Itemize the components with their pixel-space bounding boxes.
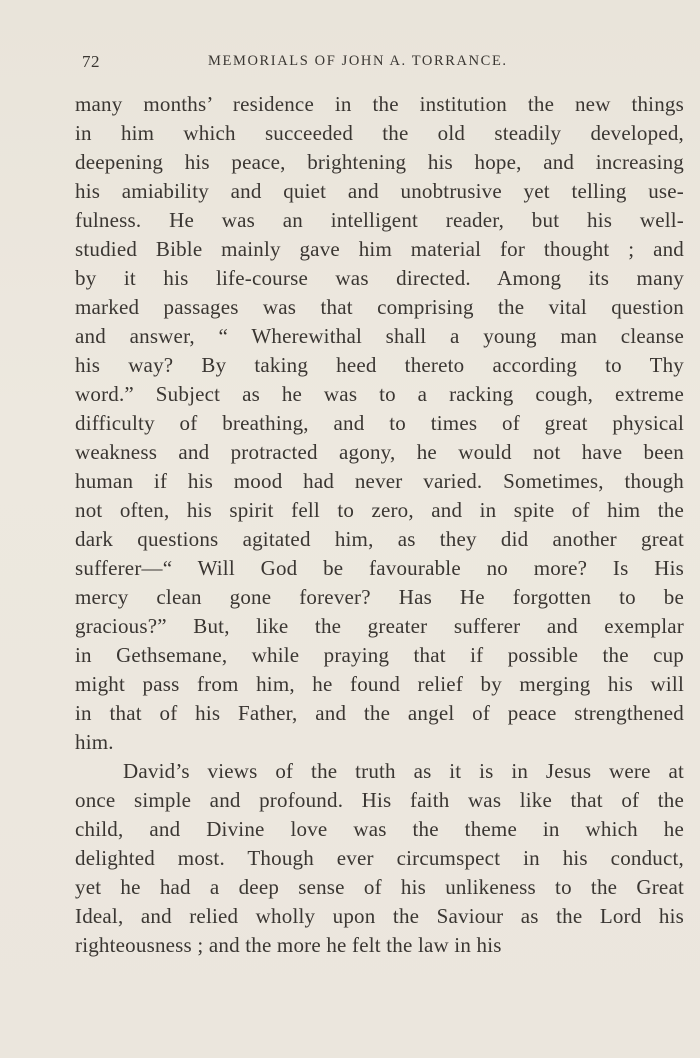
text-line: might pass from him, he found relief by merging his will (75, 672, 684, 696)
text-line: David’s views of the truth as it is in Jesus were at (123, 759, 684, 783)
text-line: dark questions agitated him, as they did another great (75, 527, 684, 551)
text-line: his amiability and quiet and unobtrusive yet telling use- (75, 179, 684, 203)
text-line: word.” Subject as he was to a racking cough, extreme (75, 382, 684, 406)
text-line: sufferer—“ Will God be favourable no more? Is His (75, 556, 684, 580)
text-line: by it his life-course was directed. Among its many (75, 266, 684, 290)
text-line: not often, his spirit fell to zero, and in spite of him the (75, 498, 684, 522)
text-line: him. (75, 730, 114, 754)
text-line: child, and Divine love was the theme in which he (75, 817, 684, 841)
running-head: MEMORIALS OF JOHN A. TORRANCE. (208, 53, 508, 69)
text-line: in him which succeeded the old steadily developed, (75, 121, 684, 145)
text-line: deepening his peace, brightening his hope, and increasing (75, 150, 684, 174)
text-line: yet he had a deep sense of his unlikeness to the Great (75, 875, 684, 899)
paragraph (75, 90, 684, 757)
text-line: fulness. He was an intelligent reader, but his well- (75, 208, 684, 232)
text-line: righteousness ; and the more he felt the law in his (75, 933, 502, 957)
text-line: human if his mood had never varied. Sometimes, though (75, 469, 684, 493)
page-header (78, 52, 684, 76)
text-line: studied Bible mainly gave him material for thought ; and (75, 237, 684, 261)
text-line: delighted most. Though ever circumspect in his conduct, (75, 846, 684, 870)
text-line: marked passages was that comprising the vital question (75, 295, 684, 319)
text-line: mercy clean gone forever? Has He forgotten to be (75, 585, 684, 609)
text-line: once simple and profound. His faith was like that of the (75, 788, 684, 812)
text-line: his way? By taking heed thereto according to Thy (75, 353, 684, 377)
paragraph (75, 757, 684, 960)
text-line: in Gethsemane, while praying that if possible the cup (75, 643, 684, 667)
body-text (75, 90, 684, 960)
text-line: weakness and protracted agony, he would not have been (75, 440, 684, 464)
text-line: many months’ residence in the institution the new things (75, 92, 684, 116)
text-line: difficulty of breathing, and to times of great physical (75, 411, 684, 435)
text-line: Ideal, and relied wholly upon the Saviour as the Lord his (75, 904, 684, 928)
text-line: in that of his Father, and the angel of peace strengthened (75, 701, 684, 725)
text-line: gracious?” But, like the greater sufferer and exemplar (75, 614, 684, 638)
page-number: 72 (82, 52, 100, 71)
text-line: and answer, “ Wherewithal shall a young man cleanse (75, 324, 684, 348)
